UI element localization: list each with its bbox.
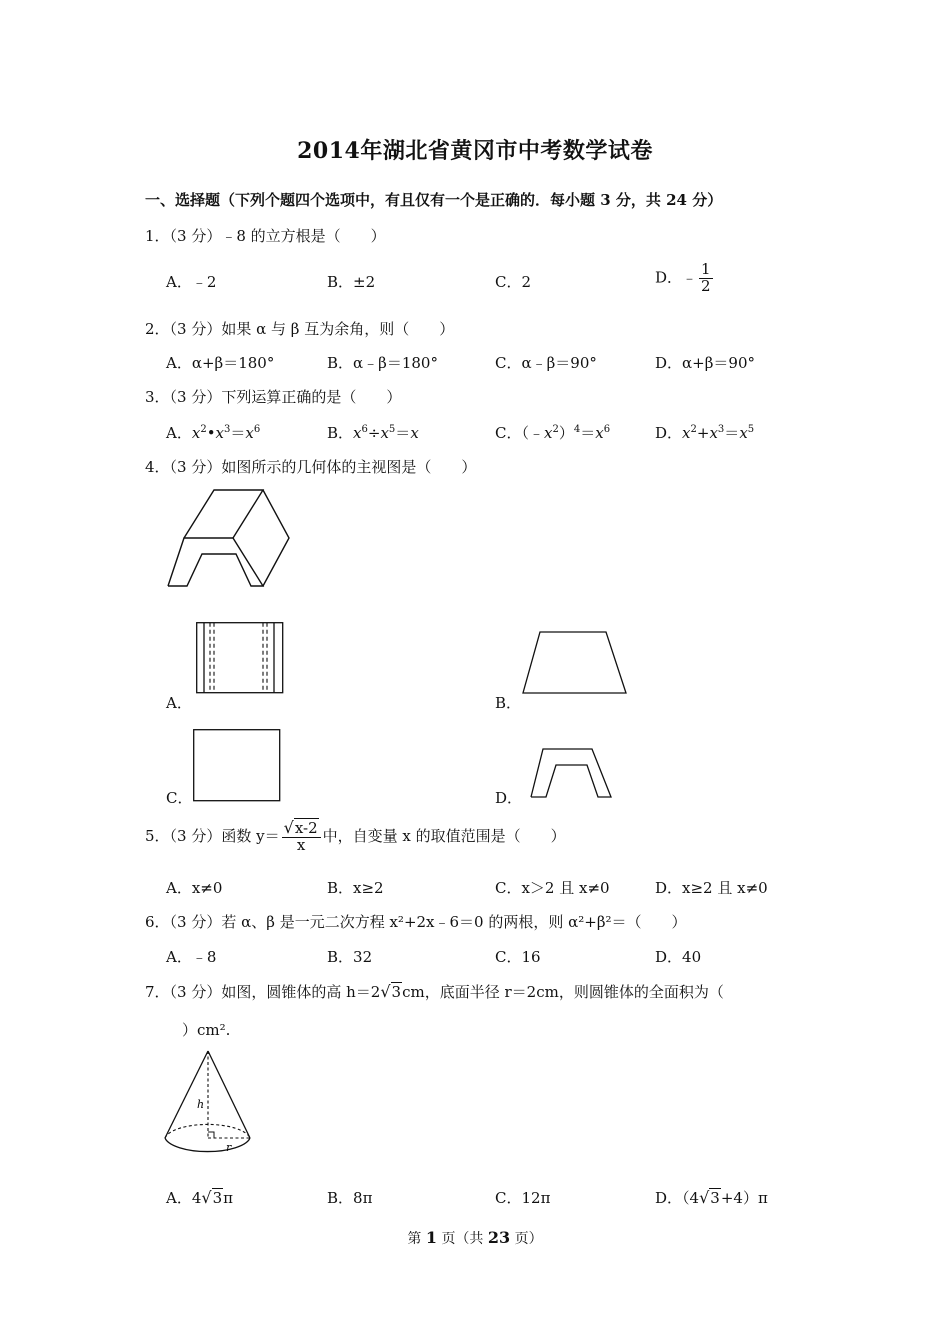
q2-option-b[interactable]: B．α﹣β＝180° [327,354,438,372]
q5-option-c[interactable]: C．x＞2 且 x≠0 [495,879,610,897]
q7-d-pre: D．（4 [655,1189,700,1207]
q3-b-label: B． [327,424,354,442]
q5-number: 5． [145,826,170,845]
q7-r-label: r [226,1141,232,1154]
q3-a-label: A． [166,424,192,442]
q6-option-c[interactable]: C．16 [495,948,541,966]
q5-fraction [282,820,321,854]
q7-a-radicand: 3 [212,1189,223,1207]
q5-radicand: x-2 [294,819,318,837]
footer-post: 页） [514,1231,543,1247]
q6-number: 6． [145,913,170,931]
q3-option-c[interactable]: C．$(﹣x^2)^4=x^6$ [495,424,611,442]
q6-score: （3 分） [169,913,222,931]
q3-option-b[interactable]: B．$x^6\div x^5=x$ [327,424,419,442]
q7-number: 7． [145,983,170,1001]
q3-d-label: D． [655,424,683,442]
q6-option-a[interactable]: A．﹣8 [166,948,217,966]
q3-option-a[interactable]: A．$x^2•x^3=x^6$ [166,424,261,442]
q4-option-c[interactable]: C． [166,789,193,807]
q1-d-den: 2 [701,276,711,295]
section-heading: 一、选择题（下列个题四个选项中，有且仅有一个是正确的．每小题 3 分，共 24 分） [145,191,723,209]
q7-cone-figure [160,1048,256,1160]
q1-d-fraction [699,262,713,295]
q7-text-mid: cm，底面半径 r＝2cm，则圆锥体的全面积为（ [402,983,724,1001]
question-5 [145,820,566,854]
q4-number: 4． [145,458,170,476]
q2-text: 如果 α 与 β 互为余角，则（ ） [221,320,455,338]
q5-score: （3 分） [169,826,222,845]
q1-d-label: D．﹣ [655,268,698,287]
q5-numerator: √x-2 [282,820,321,838]
q5-text-post: 中，自变量 x 的取值范围是（ ） [322,826,566,845]
q6-text: 若 α、β 是一元二次方程 x²+2x﹣6＝0 的两根，则 α²+β²＝（ ） [221,913,687,931]
footer-pre: 第 [407,1231,422,1247]
q7-option-b[interactable]: B．8π [327,1189,373,1207]
q2-option-d[interactable]: D．α+β＝90° [655,354,755,372]
q4-option-b-figure [522,631,628,695]
q5-option-d[interactable]: D．x≥2 且 x≠0 [655,879,768,897]
q1-option-d[interactable] [655,262,715,295]
footer-page-number: 1 [425,1228,437,1247]
footer-total-pages: 23 [487,1228,511,1247]
question-3 [145,386,401,407]
q4-text: 如图所示的几何体的主视图是（ ） [221,458,477,476]
q6-option-d[interactable]: D．40 [655,948,702,966]
q3-option-d[interactable]: D．$x^2+x^3=x^5$ [655,424,755,442]
question-1 [145,225,386,246]
q1-text: ﹣8 的立方根是（ ） [221,227,386,245]
q7-a-post: π [223,1189,233,1207]
question-2 [145,318,454,339]
q4-option-a-figure [196,622,286,696]
q4-option-a[interactable]: A． [166,694,192,712]
q2-number: 2． [145,320,170,338]
q2-score: （3 分） [169,320,222,338]
question-7: 7．（3 分）如图，圆锥体的高 h＝2√3cm，底面半径 r＝2cm，则圆锥体的全面积为（ [145,982,724,1001]
q4-solid-figure [160,486,295,591]
q1-number: 1． [145,227,170,245]
q6-option-b[interactable]: B．32 [327,948,373,966]
q2-option-c[interactable]: C．α﹣β＝90° [495,354,597,372]
q7-d-radicand: 3 [710,1189,720,1207]
q5-option-b[interactable]: B．x≥2 [327,879,384,897]
q3-number: 3． [145,388,170,406]
q1-score: （3 分） [169,227,222,245]
q5-text-pre: 函数 y＝ [221,826,280,845]
q4-option-d[interactable]: D． [495,789,523,807]
q7-option-a[interactable]: A．4√3π [166,1188,233,1207]
q7-score: （3 分） [169,983,222,1001]
q2-option-a[interactable]: A．α+β＝180° [166,354,275,372]
footer-mid: 页（共 [441,1231,484,1247]
q4-option-b[interactable]: B． [495,694,522,712]
q7-text-pre: 如图，圆锥体的高 h＝2 [221,983,381,1001]
q1-option-c[interactable]: C．2 [495,273,532,291]
page-footer [0,1228,950,1248]
q7-a-pre: A．4 [166,1189,202,1207]
q4-option-c-figure [193,729,283,803]
q5-option-a[interactable]: A．x≠0 [166,879,223,897]
page-title: 2014年湖北省黄冈市中考数学试卷 [297,138,653,164]
q7-line-2: ）cm². [182,1021,231,1039]
question-4 [145,456,476,477]
q7-h-label: h [197,1098,205,1111]
q4-score: （3 分） [169,458,222,476]
q3-c-label: C． [495,424,522,442]
q1-option-b[interactable]: B．±2 [327,273,376,291]
q1-d-num: 1 [701,260,711,278]
q3-score: （3 分） [169,388,222,406]
q7-d-post: +4）π [720,1189,768,1207]
q3-text: 下列运算正确的是（ ） [221,388,402,406]
q7-option-c[interactable]: C．12π [495,1189,551,1207]
q7-option-d[interactable]: D．（4√3+4）π [655,1188,768,1207]
q4-option-d-figure [522,745,614,801]
question-6 [145,911,687,932]
q1-option-a[interactable]: A．﹣2 [166,273,217,291]
q7-radicand: 3 [391,983,402,1001]
q5-denominator: x [296,835,306,854]
